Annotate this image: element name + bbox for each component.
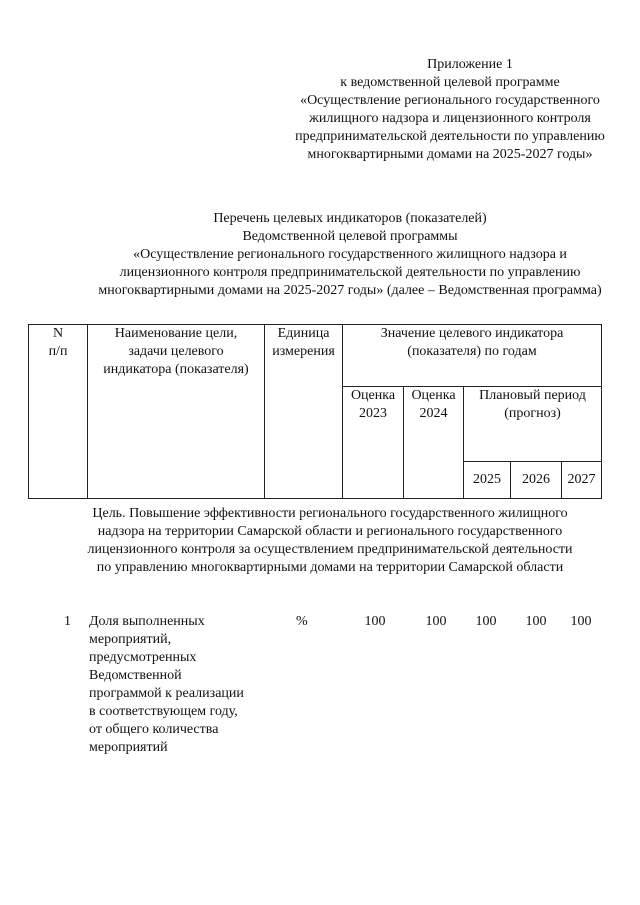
row-value-2023: 100 — [364, 614, 386, 629]
heading-line: «Осуществление регионального государственного жилищного надзора и — [133, 247, 567, 262]
appendix-line: многоквартирными домами на 2025-2027 годы» — [307, 147, 593, 162]
header-est-2023 — [343, 387, 404, 499]
goal-line: по управлению многоквартирными домами на территории Самарской области — [96, 560, 564, 575]
heading-line: лицензионного контроля предпринимательской деятельности по управлению — [119, 265, 581, 280]
header-name-line: задачи целевого — [128, 344, 224, 359]
row-name-line: Ведомственной — [89, 668, 182, 683]
row-value-2027: 100 — [570, 614, 592, 629]
header-values — [343, 325, 602, 387]
goal-text — [30, 505, 630, 577]
row-value-2026: 100 — [525, 614, 547, 629]
header-values-line: (показателя) по годам — [407, 344, 537, 359]
header-name-line: индикатора (показателя) — [103, 362, 249, 377]
appendix-line: «Осуществление регионального государственного — [300, 93, 600, 108]
header-plan-period — [464, 387, 602, 462]
appendix-line: предпринимательской деятельности по управлению — [295, 129, 605, 144]
header-est-2024-line: 2024 — [419, 406, 448, 421]
row-name-line: от общего количества — [89, 722, 219, 737]
row-name-line: в соответствующем году, — [89, 704, 238, 719]
header-year-2025: 2025 — [464, 462, 511, 499]
goal-line: Цель. Повышение эффективности регионального государственного жилищного — [92, 506, 568, 521]
header-year-2026: 2026 — [511, 462, 562, 499]
header-plan-line: (прогноз) — [504, 406, 561, 421]
row-name-line: мероприятий, — [89, 632, 172, 647]
header-est-2023-line: 2023 — [359, 406, 387, 421]
heading-line: многоквартирными домами на 2025-2027 годы» (далее – Ведомственная программа) — [98, 283, 602, 298]
header-est-2023-line: Оценка — [350, 388, 396, 403]
appendix-line: к ведомственной целевой программе — [340, 75, 560, 90]
heading-line: Ведомственной целевой программы — [242, 229, 458, 244]
goal-line: лицензионного контроля за осуществлением предпринимательской деятельности — [87, 542, 573, 557]
row-indicator-name — [89, 613, 269, 757]
row-name-line: программой к реализации — [89, 686, 244, 701]
header-num-line2: п/п — [48, 344, 68, 359]
goal-line: надзора на территории Самарской области и регионального государственного — [97, 524, 563, 539]
header-year-2027: 2027 — [562, 462, 602, 499]
appendix-line: жилищного надзора и лицензионного контроля — [309, 111, 591, 126]
header-unit — [265, 325, 343, 499]
row-value-2024: 100 — [425, 614, 447, 629]
row-name-line: Доля выполненных — [89, 614, 205, 629]
heading-line: Перечень целевых индикаторов (показателей) — [213, 211, 487, 226]
appendix-block — [270, 56, 630, 164]
appendix-title: Приложение 1 — [427, 57, 513, 72]
document-heading — [60, 210, 640, 300]
row-name-line: предусмотренных — [89, 650, 197, 665]
row-num: 1 — [64, 614, 71, 629]
indicators-table-header — [28, 324, 602, 499]
header-num — [29, 325, 88, 499]
header-values-line: Значение целевого индикатора — [380, 326, 564, 341]
header-est-2024 — [404, 387, 464, 499]
header-name-line: Наименование цели, — [114, 326, 238, 341]
row-name-line: мероприятий — [89, 740, 168, 755]
header-unit-line: измерения — [272, 344, 335, 359]
header-plan-line: Плановый период — [479, 388, 586, 403]
header-unit-line: Единица — [277, 326, 330, 341]
header-name — [88, 325, 265, 499]
header-est-2024-line: Оценка — [411, 388, 456, 403]
row-unit: % — [296, 614, 308, 629]
row-value-2025: 100 — [475, 614, 497, 629]
header-num-line1: N — [52, 326, 64, 341]
